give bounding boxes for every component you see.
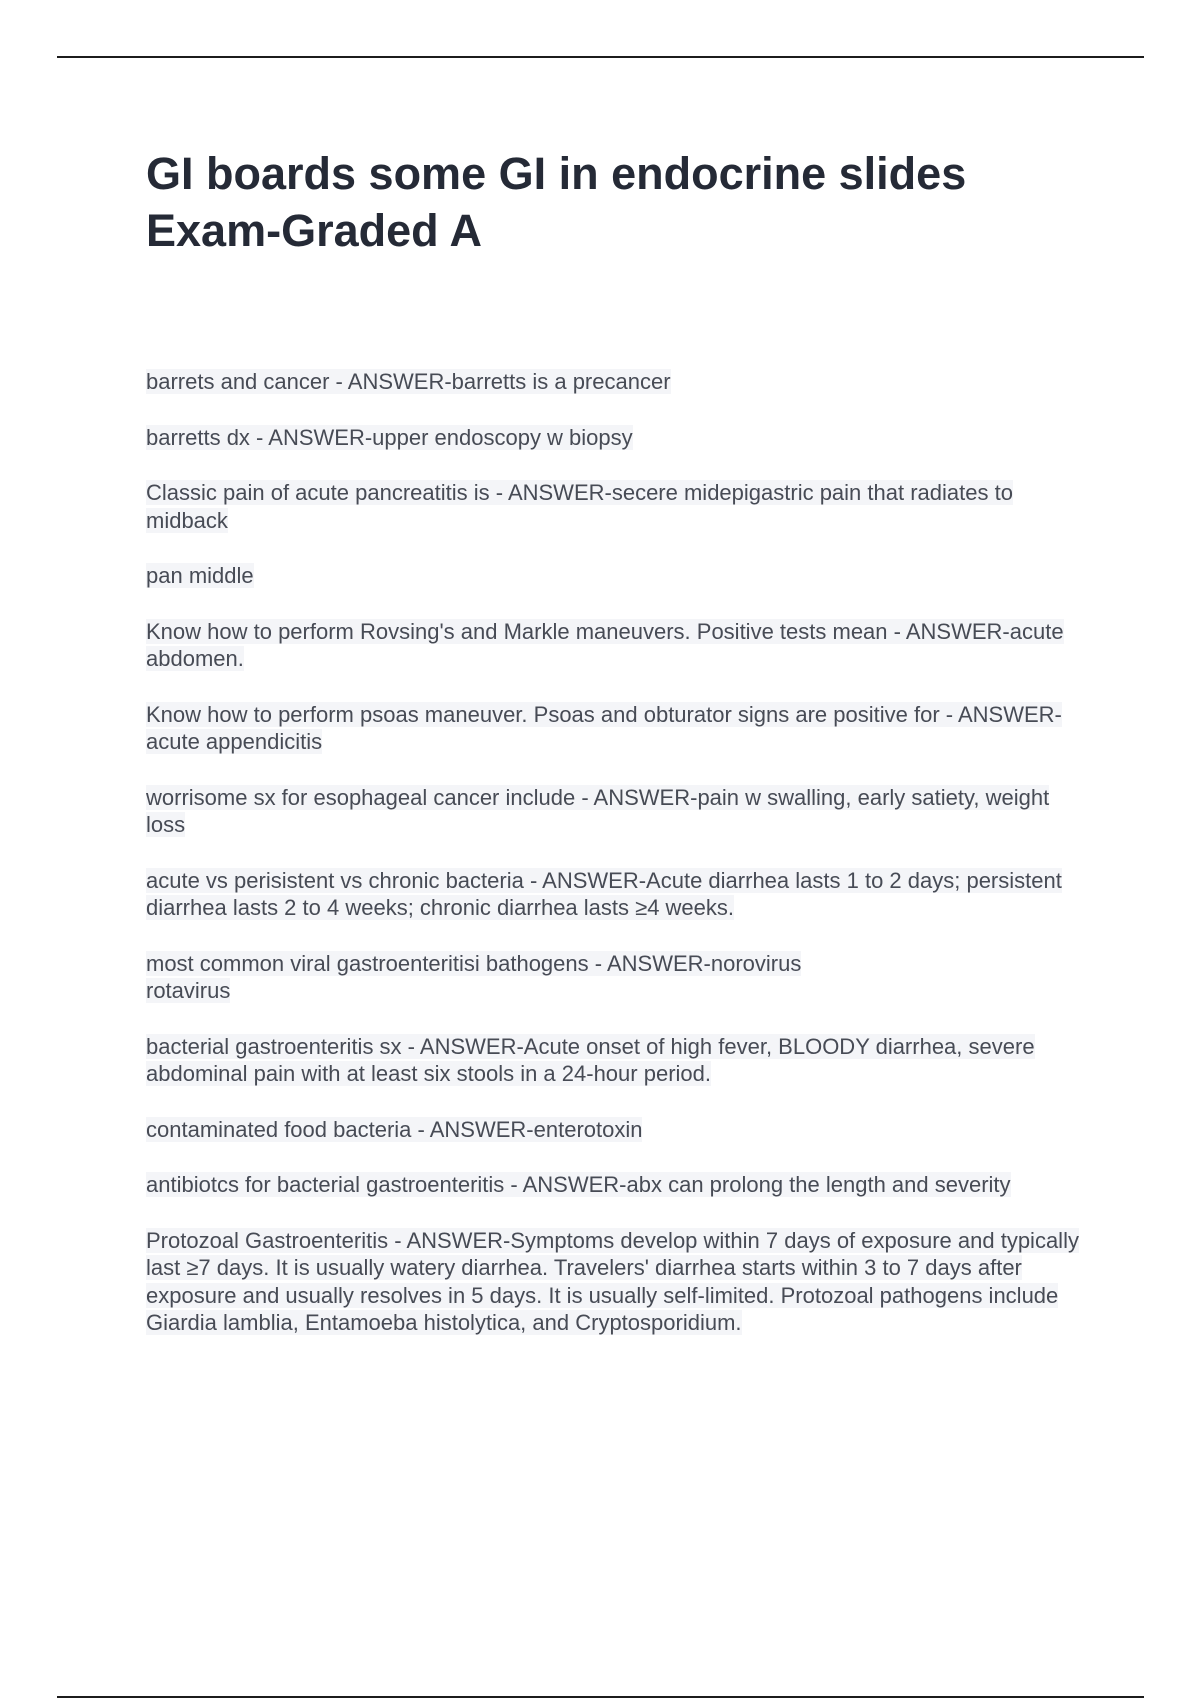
qa-text: Protozoal Gastroenteritis - ANSWER-Symptoms develop within 7 days of exposure and typically last ≥7 days. It is usually watery diarrhea. Travelers' diarrhea starts within 3 to 7 days after exposure and usually resolves in 5 days. It is usually self-limited. Protozoal pathogens include Giardia lamblia, Entamoeba histolytica, and Cryptosporidium. bbox=[146, 1227, 1079, 1335]
qa-text: contaminated food bacteria - ANSWER-enterotoxin bbox=[146, 1116, 643, 1142]
qa-item bbox=[146, 784, 1091, 839]
qa-text: acute vs perisistent vs chronic bacteria - ANSWER-Acute diarrhea lasts 1 to 2 days; persistent diarrhea lasts 2 to 4 weeks; chronic diarrhea lasts ≥4 weeks. bbox=[146, 867, 1062, 920]
qa-text: pan middle bbox=[146, 563, 254, 588]
qa-item bbox=[146, 618, 1091, 673]
qa-text: worrisome sx for esophageal cancer include - ANSWER-pain w swalling, early satiety, weight loss bbox=[146, 784, 1050, 837]
qa-item bbox=[146, 867, 1091, 922]
qa-item bbox=[146, 1171, 1091, 1199]
qa-item bbox=[146, 1033, 1091, 1088]
qa-list bbox=[146, 368, 1091, 1365]
qa-item bbox=[146, 562, 1091, 590]
qa-item bbox=[146, 479, 1091, 534]
qa-text: barrets and cancer - ANSWER-barretts is a precancer bbox=[146, 369, 671, 394]
qa-text: Know how to perform Rovsing's and Markle maneuvers. Positive tests mean - ANSWER-acute abdomen. bbox=[146, 618, 1064, 671]
qa-item bbox=[146, 424, 1091, 452]
qa-item bbox=[146, 701, 1091, 756]
header-rule bbox=[57, 56, 1144, 58]
qa-text: barretts dx - ANSWER-upper endoscopy w biopsy bbox=[146, 424, 633, 450]
qa-text: antibiotcs for bacterial gastroenteritis - ANSWER-abx can prolong the length and severity bbox=[146, 1172, 1011, 1197]
qa-text: bacterial gastroenteritis sx - ANSWER-Acute onset of high fever, BLOODY diarrhea, severe abdominal pain with at least six stools in a 24-hour period. bbox=[146, 1033, 1035, 1086]
document-title: GI boards some GI in endocrine slides Exam-Graded A bbox=[146, 148, 967, 256]
qa-text: Know how to perform psoas maneuver. Psoas and obturator signs are positive for - ANSWER-acute appendicitis bbox=[146, 701, 1062, 754]
qa-item bbox=[146, 1116, 1091, 1144]
footer-rule bbox=[57, 1696, 1144, 1698]
qa-text: most common viral gastroenteritisi bathogens - ANSWER-norovirus rotavirus bbox=[146, 950, 802, 1003]
qa-text: Classic pain of acute pancreatitis is - ANSWER-secere midepigastric pain that radiates to midback bbox=[146, 480, 1013, 533]
qa-item bbox=[146, 950, 1091, 1005]
qa-item bbox=[146, 368, 1091, 396]
qa-item bbox=[146, 1227, 1091, 1337]
